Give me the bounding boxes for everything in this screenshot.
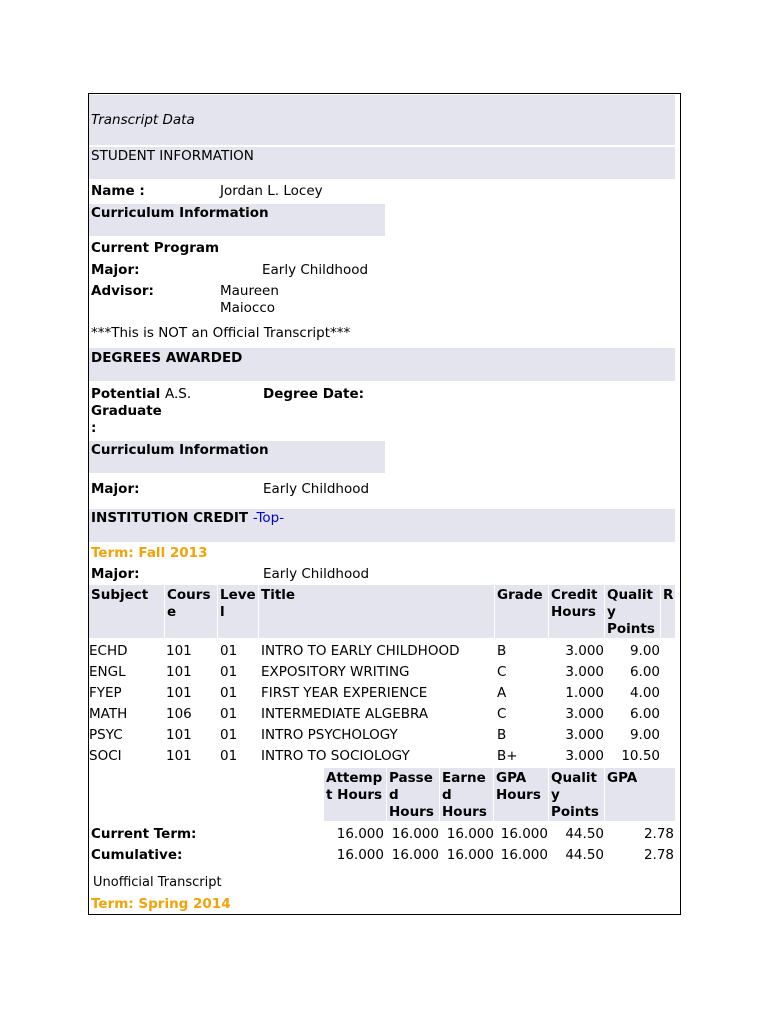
potential-label-3: :: [91, 420, 97, 436]
potential-label-2: Graduate: [91, 403, 162, 419]
name-value: Jordan L. Locey: [220, 183, 323, 199]
totals-earned-2: d: [442, 787, 452, 803]
totals-earned-3: Hours: [442, 804, 487, 820]
current-term-gpahours: 16.000: [500, 826, 548, 842]
course-number: 101: [166, 685, 192, 701]
course-level: 01: [220, 727, 238, 743]
major-label: Major:: [91, 262, 140, 278]
cumulative-quality: 44.50: [565, 847, 604, 863]
course-grade: B: [497, 643, 507, 659]
col-course-1: Cours: [167, 587, 211, 603]
cumulative-passed: 16.000: [391, 847, 439, 863]
course-grade: A: [497, 685, 507, 701]
current-term-passed: 16.000: [391, 826, 439, 842]
col-credit-1: Credit: [551, 587, 598, 603]
major-value: Early Childhood: [262, 262, 369, 278]
student-info-header: STUDENT INFORMATION: [91, 148, 254, 164]
course-quality: 6.00: [629, 664, 660, 680]
major-value-3: Early Childhood: [263, 566, 370, 582]
course-title: INTRO TO EARLY CHILDHOOD: [261, 643, 460, 659]
current-term-earned: 16.000: [446, 826, 494, 842]
course-quality: 9.00: [629, 727, 660, 743]
course-number: 101: [166, 727, 192, 743]
course-level: 01: [220, 685, 238, 701]
potential-label-1: Potential: [91, 386, 161, 402]
course-credit: 3.000: [565, 643, 604, 659]
totals-gpahours-1: GPA: [496, 770, 527, 786]
course-quality: 10.50: [621, 748, 660, 764]
course-credit: 3.000: [565, 727, 604, 743]
current-term-quality: 44.50: [565, 826, 604, 842]
current-program-label: Current Program: [91, 240, 220, 256]
current-term-label: Current Term:: [91, 826, 197, 842]
term-spring-label: Term: Spring 2014: [91, 896, 231, 912]
totals-passed-2: d: [389, 787, 399, 803]
curriculum-header: Curriculum Information: [91, 205, 269, 221]
cumulative-label: Cumulative:: [91, 847, 183, 863]
course-subject: FYEP: [89, 685, 122, 701]
totals-earned-1: Earne: [442, 770, 486, 786]
course-credit: 3.000: [565, 664, 604, 680]
degree-date-label: Degree Date:: [263, 386, 365, 402]
totals-gpahours-2: Hours: [496, 787, 541, 803]
cumulative-gpahours: 16.000: [500, 847, 548, 863]
course-title: INTRO PSYCHOLOGY: [261, 727, 398, 743]
advisor-value-line1: Maureen: [220, 283, 279, 299]
institution-header: [91, 510, 284, 527]
degrees-header: DEGREES AWARDED: [91, 350, 243, 366]
current-term-gpa: 2.78: [643, 826, 674, 842]
col-quality-2: y: [607, 604, 616, 620]
col-title: Title: [261, 587, 296, 603]
course-quality: 6.00: [629, 706, 660, 722]
unofficial-transcript-note: Unofficial Transcript: [93, 875, 222, 890]
course-title: INTERMEDIATE ALGEBRA: [261, 706, 429, 722]
course-subject: MATH: [89, 706, 128, 722]
col-course-2: e: [167, 604, 177, 620]
totals-gpa: GPA: [607, 770, 638, 786]
totals-quality-3: Points: [551, 804, 599, 820]
course-subject: ECHD: [89, 643, 128, 659]
cumulative-attempt: 16.000: [336, 847, 384, 863]
course-level: 01: [220, 706, 238, 722]
course-grade: B+: [497, 748, 518, 764]
col-level-2: l: [220, 604, 225, 620]
col-r: R: [663, 587, 674, 603]
name-label: Name :: [91, 183, 145, 199]
col-grade: Grade: [497, 587, 543, 603]
institution-header-text: INSTITUTION CREDIT: [91, 510, 249, 526]
course-grade: C: [497, 706, 507, 722]
advisor-label: Advisor:: [91, 283, 154, 299]
term-fall-label: Term: Fall 2013: [91, 545, 208, 561]
course-grade: B: [497, 727, 507, 743]
totals-quality-2: y: [551, 787, 560, 803]
course-title: FIRST YEAR EXPERIENCE: [261, 685, 428, 701]
course-level: 01: [220, 664, 238, 680]
course-credit: 3.000: [565, 706, 604, 722]
course-grade: C: [497, 664, 507, 680]
major-value-2: Early Childhood: [263, 481, 370, 497]
col-level-1: Leve: [220, 587, 256, 603]
course-subject: ENGL: [89, 664, 126, 680]
totals-attempt-1: Attemp: [326, 770, 383, 786]
major-label-2: Major:: [91, 481, 140, 497]
top-link[interactable]: -Top-: [252, 510, 285, 526]
course-credit: 1.000: [565, 685, 604, 701]
course-title: INTRO TO SOCIOLOGY: [261, 748, 410, 764]
not-official-notice: ***This is NOT an Official Transcript***: [91, 325, 351, 341]
course-subject: PSYC: [89, 727, 123, 743]
course-level: 01: [220, 643, 238, 659]
cumulative-gpa: 2.78: [643, 847, 674, 863]
course-quality: 9.00: [629, 643, 660, 659]
totals-attempt-2: t Hours: [326, 787, 383, 803]
col-quality-1: Qualit: [607, 587, 653, 603]
course-number: 101: [166, 664, 192, 680]
current-term-attempt: 16.000: [336, 826, 384, 842]
totals-passed-3: Hours: [389, 804, 434, 820]
totals-quality-1: Qualit: [551, 770, 597, 786]
course-number: 101: [166, 748, 192, 764]
course-credit: 3.000: [565, 748, 604, 764]
cumulative-earned: 16.000: [446, 847, 494, 863]
totals-passed-1: Passe: [389, 770, 433, 786]
col-quality-3: Points: [607, 621, 655, 637]
col-subject: Subject: [91, 587, 149, 603]
page-title: Transcript Data: [91, 112, 195, 128]
course-subject: SOCI: [89, 748, 122, 764]
advisor-value-line2: Maiocco: [220, 300, 276, 316]
course-number: 101: [166, 643, 192, 659]
course-number: 106: [166, 706, 192, 722]
course-quality: 4.00: [629, 685, 660, 701]
major-label-3: Major:: [91, 566, 140, 582]
potential-value: A.S.: [165, 386, 192, 402]
curriculum-header-2: Curriculum Information: [91, 442, 269, 458]
course-level: 01: [220, 748, 238, 764]
col-credit-2: Hours: [551, 604, 596, 620]
course-title: EXPOSITORY WRITING: [261, 664, 410, 680]
